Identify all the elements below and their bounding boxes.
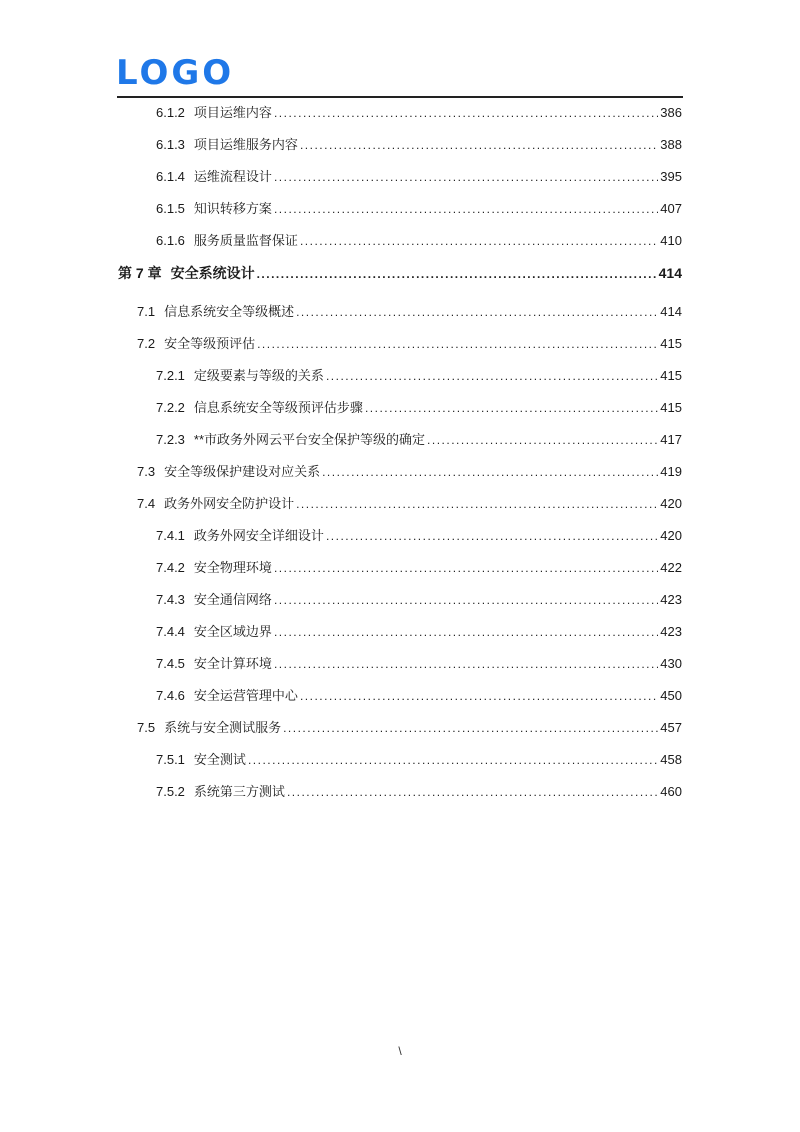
toc-entry-title: 系统与安全测试服务	[164, 720, 282, 735]
toc-entry-number: 6.1.5	[156, 201, 185, 216]
toc-entry-title: 安全运营管理中心	[193, 688, 298, 703]
toc-leader-dots	[300, 686, 658, 706]
toc-entry-title: 运维流程设计	[193, 169, 272, 184]
toc-leader-dots	[274, 167, 658, 187]
toc-entry[interactable]	[156, 750, 682, 770]
toc-entry-page: 388	[660, 137, 682, 152]
company-logo: LOGO	[116, 53, 235, 93]
toc-entry-title: 政务外网安全防护设计	[164, 496, 295, 511]
toc-entry-page: 415	[660, 336, 682, 351]
toc-entry[interactable]	[156, 167, 682, 187]
toc-entry-page: 420	[660, 496, 682, 511]
toc-entry-title: 定级要素与等级的关系	[193, 368, 324, 383]
toc-entry-number: 6.1.6	[156, 233, 185, 248]
toc-entry-number: 7.2.1	[156, 368, 185, 383]
toc-entry[interactable]	[156, 135, 682, 155]
toc-entry-number: 7.5.2	[156, 784, 185, 799]
toc-entry-page: 395	[660, 169, 682, 184]
toc-entry-page: 420	[660, 528, 682, 543]
toc-entry-number: 7.4	[137, 496, 156, 511]
toc-leader-dots	[365, 398, 658, 418]
toc-entry-number: 7.3	[137, 464, 156, 479]
toc-entry-title: 服务质量监督保证	[193, 233, 298, 248]
toc-entry-number: 7.4.2	[156, 560, 185, 575]
toc-leader-dots	[274, 103, 658, 123]
toc-entry-title: 安全测试	[193, 752, 246, 767]
toc-entry-title: 知识转移方案	[193, 201, 272, 216]
toc-entry-page: 414	[658, 265, 682, 281]
toc-entry-title: 安全系统设计	[170, 265, 255, 281]
toc-entry-title: 信息系统安全等级概述	[164, 304, 295, 319]
page-footer	[0, 1044, 800, 1058]
toc-entry-title: 信息系统安全等级预评估步骤	[193, 400, 363, 415]
toc-entry-page: 422	[660, 560, 682, 575]
toc-entry-page: 423	[660, 624, 682, 639]
toc-entry[interactable]	[156, 430, 682, 450]
footer-page-mark: \	[398, 1044, 402, 1058]
toc-entry-page: 407	[660, 201, 682, 216]
toc-entry[interactable]	[118, 263, 682, 283]
toc-entry-number: 7.4.4	[156, 624, 185, 639]
toc-entry[interactable]	[156, 686, 682, 706]
toc-entry[interactable]	[137, 494, 682, 514]
toc-leader-dots	[427, 430, 658, 450]
toc-entry-number: 第 7 章	[118, 265, 162, 281]
toc-leader-dots	[300, 135, 658, 155]
header-divider	[117, 96, 683, 98]
toc-entry-title: 政务外网安全详细设计	[193, 528, 324, 543]
toc-entry[interactable]	[137, 462, 682, 482]
toc-entry-page: 460	[660, 784, 682, 799]
toc-leader-dots	[326, 526, 658, 546]
toc-leader-dots	[257, 263, 657, 284]
toc-leader-dots	[248, 750, 658, 770]
toc-entry-page: 410	[660, 233, 682, 248]
toc-entry-number: 7.4.1	[156, 528, 185, 543]
toc-entry-page: 415	[660, 368, 682, 383]
toc-entry-title: 系统第三方测试	[193, 784, 285, 799]
toc-entry[interactable]	[156, 526, 682, 546]
toc-entry-title: 安全通信网络	[193, 592, 272, 607]
toc-entry-number: 7.2.3	[156, 432, 185, 447]
table-of-contents	[118, 103, 682, 814]
toc-entry-page: 419	[660, 464, 682, 479]
toc-entry-number: 7.4.6	[156, 688, 185, 703]
toc-entry-page: 458	[660, 752, 682, 767]
toc-entry-number: 7.4.3	[156, 592, 185, 607]
toc-entry[interactable]	[156, 558, 682, 578]
toc-entry[interactable]	[156, 782, 682, 802]
toc-leader-dots	[322, 462, 658, 482]
toc-entry-title: 安全等级预评估	[164, 336, 256, 351]
toc-entry[interactable]	[156, 590, 682, 610]
toc-entry-number: 6.1.4	[156, 169, 185, 184]
toc-entry-page: 430	[660, 656, 682, 671]
toc-leader-dots	[326, 366, 658, 386]
toc-entry-page: 450	[660, 688, 682, 703]
toc-entry-number: 7.5	[137, 720, 156, 735]
toc-leader-dots	[296, 302, 658, 322]
toc-leader-dots	[257, 334, 658, 354]
toc-entry-number: 7.1	[137, 304, 156, 319]
toc-entry-title: 项目运维内容	[193, 105, 272, 120]
toc-entry[interactable]	[156, 622, 682, 642]
toc-entry[interactable]	[156, 398, 682, 418]
toc-entry[interactable]	[156, 366, 682, 386]
toc-entry[interactable]	[137, 334, 682, 354]
toc-entry-title: 安全物理环境	[193, 560, 272, 575]
toc-entry[interactable]	[156, 103, 682, 123]
toc-entry[interactable]	[156, 231, 682, 251]
toc-entry-number: 6.1.3	[156, 137, 185, 152]
toc-entry-title: 项目运维服务内容	[193, 137, 298, 152]
toc-entry-page: 414	[660, 304, 682, 319]
toc-leader-dots	[274, 558, 658, 578]
toc-entry[interactable]	[137, 718, 682, 738]
toc-entry-title: 安全等级保护建设对应关系	[164, 464, 321, 479]
toc-entry-page: 417	[660, 432, 682, 447]
toc-entry-number: 7.5.1	[156, 752, 185, 767]
toc-leader-dots	[296, 494, 658, 514]
toc-entry-number: 7.4.5	[156, 656, 185, 671]
toc-entry-title: **市政务外网云平台安全保护等级的确定	[193, 432, 426, 447]
toc-entry-title: 安全计算环境	[193, 656, 272, 671]
toc-entry-number: 6.1.2	[156, 105, 185, 120]
toc-leader-dots	[287, 782, 658, 802]
toc-entry[interactable]	[137, 302, 682, 322]
toc-entry-page: 423	[660, 592, 682, 607]
toc-entry-number: 7.2	[137, 336, 156, 351]
toc-entry-page: 415	[660, 400, 682, 415]
toc-entry[interactable]	[156, 654, 682, 674]
toc-leader-dots	[274, 622, 658, 642]
toc-entry-page: 457	[660, 720, 682, 735]
toc-entry-title: 安全区域边界	[193, 624, 272, 639]
toc-leader-dots	[274, 654, 658, 674]
toc-entry-number: 7.2.2	[156, 400, 185, 415]
toc-leader-dots	[274, 590, 658, 610]
toc-leader-dots	[283, 718, 658, 738]
toc-leader-dots	[300, 231, 658, 251]
toc-entry-page: 386	[660, 105, 682, 120]
toc-entry[interactable]	[156, 199, 682, 219]
toc-leader-dots	[274, 199, 658, 219]
